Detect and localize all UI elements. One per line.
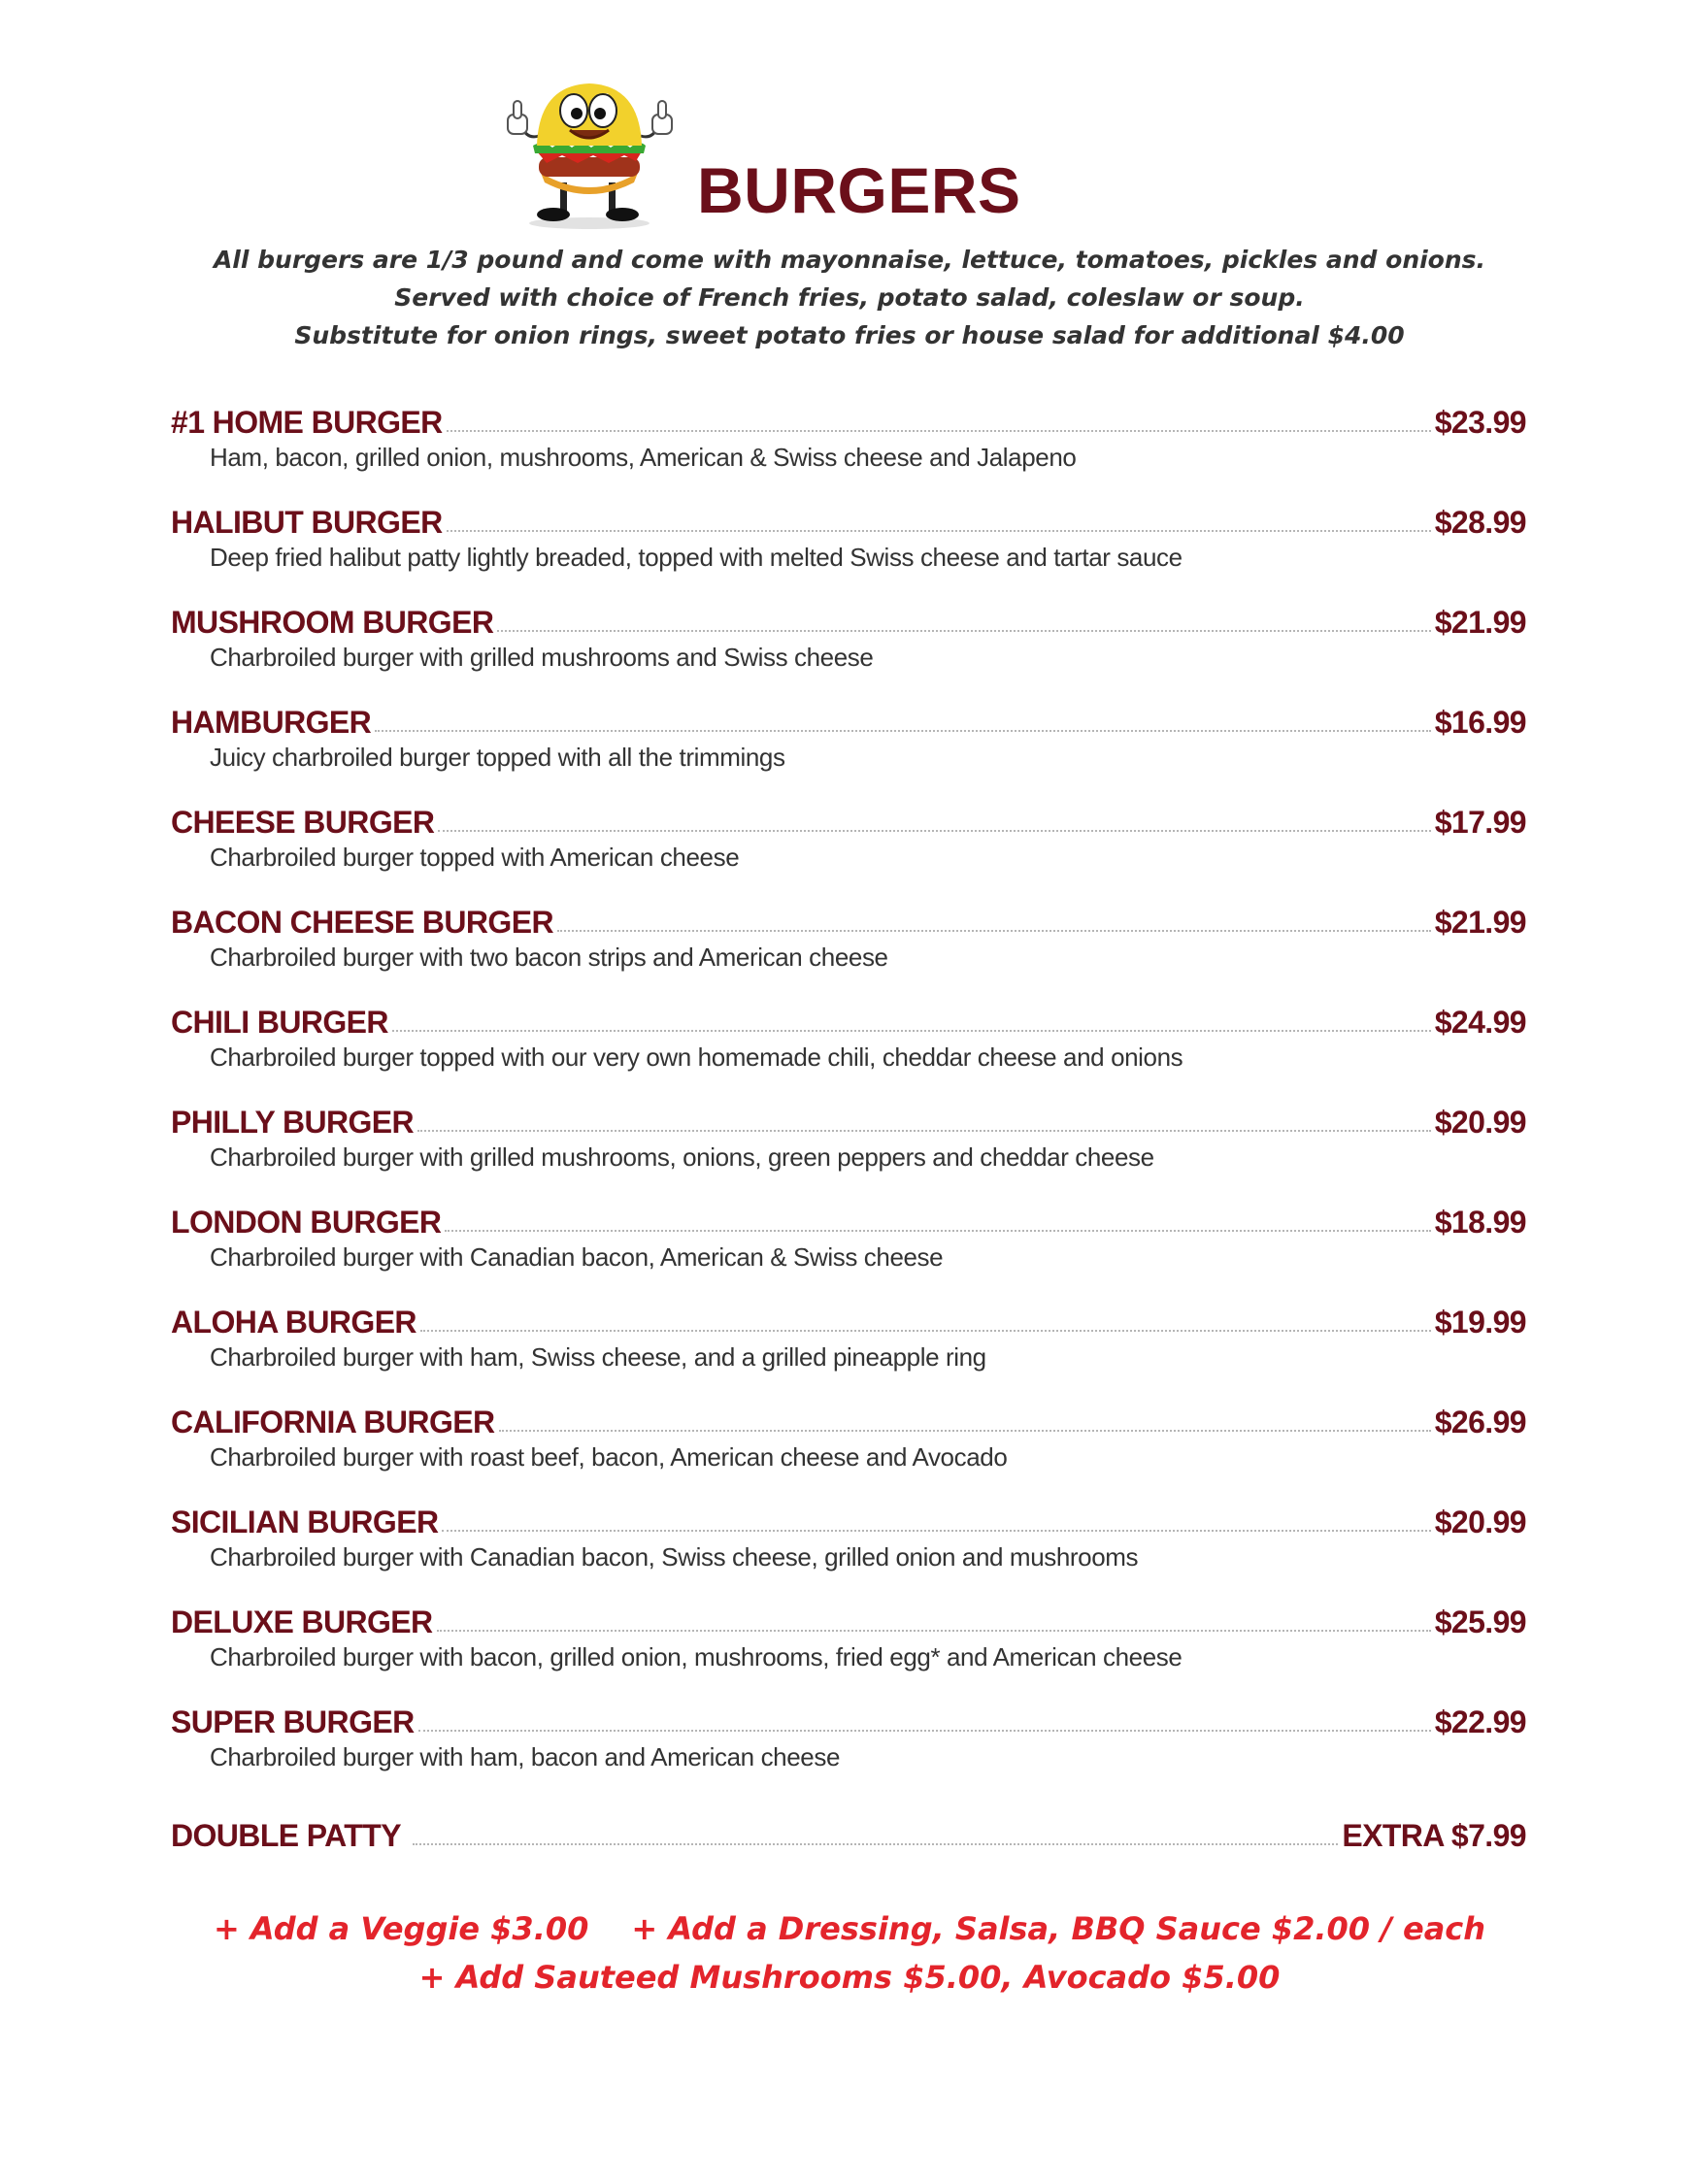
item-name: CALIFORNIA BURGER bbox=[171, 1405, 495, 1439]
addon-mushrooms: + Add Sauteed Mushrooms $5.00, Avocado $5.00 bbox=[418, 1959, 1281, 1996]
item-description: Charbroiled burger with grilled mushrooms and Swiss cheese bbox=[210, 643, 874, 672]
intro-line: Substitute for onion rings, sweet potato fries or house salad for additional $4.00 bbox=[294, 321, 1405, 349]
menu-item bbox=[171, 998, 1526, 1098]
item-description: Charbroiled burger with ham, Swiss cheese, and a grilled pineapple ring bbox=[210, 1342, 986, 1372]
dot-leader bbox=[442, 1530, 1430, 1532]
menu-item bbox=[171, 598, 1526, 698]
menu-item bbox=[171, 1198, 1526, 1298]
dot-leader bbox=[497, 630, 1430, 632]
menu-header bbox=[0, 0, 1699, 233]
item-price: $25.99 bbox=[1434, 1605, 1526, 1639]
menu-item bbox=[171, 1098, 1526, 1198]
item-name: ALOHA BURGER bbox=[171, 1305, 416, 1340]
menu-item bbox=[171, 1298, 1526, 1398]
dot-leader bbox=[375, 730, 1431, 732]
addon-options bbox=[0, 1904, 1699, 2002]
menu-item bbox=[171, 1398, 1526, 1498]
menu-item bbox=[171, 698, 1526, 798]
item-name: LONDON BURGER bbox=[171, 1205, 442, 1240]
dot-leader bbox=[437, 1630, 1431, 1632]
item-name: HALIBUT BURGER bbox=[171, 505, 443, 540]
item-name: HAMBURGER bbox=[171, 705, 372, 740]
dot-leader bbox=[417, 1130, 1431, 1132]
item-price: $21.99 bbox=[1434, 905, 1526, 940]
item-price: $26.99 bbox=[1434, 1405, 1526, 1439]
menu-intro bbox=[0, 241, 1699, 354]
menu-item bbox=[171, 798, 1526, 898]
item-name: MUSHROOM BURGER bbox=[171, 605, 494, 640]
item-description: Charbroiled burger with Canadian bacon, Swiss cheese, grilled onion and mushrooms bbox=[210, 1542, 1139, 1572]
item-price: $18.99 bbox=[1434, 1205, 1526, 1240]
dot-leader bbox=[418, 1730, 1431, 1732]
extra-item bbox=[171, 1811, 1526, 1854]
menu-item bbox=[171, 398, 1526, 498]
item-price: $20.99 bbox=[1434, 1505, 1526, 1539]
extra-name: DOUBLE PATTY bbox=[171, 1818, 401, 1853]
menu-item bbox=[171, 898, 1526, 998]
item-description: Juicy charbroiled burger topped with all the trimmings bbox=[210, 743, 785, 772]
item-description: Deep fried halibut patty lightly breaded, topped with melted Swiss cheese and tartar sauce bbox=[210, 543, 1183, 572]
page-title: BURGERS bbox=[697, 154, 1021, 226]
item-price: $20.99 bbox=[1434, 1105, 1526, 1140]
dot-leader bbox=[392, 1030, 1431, 1032]
addon-line bbox=[0, 1904, 1699, 1953]
dot-leader bbox=[438, 830, 1430, 832]
item-name: BACON CHEESE BURGER bbox=[171, 905, 553, 940]
dot-leader bbox=[420, 1330, 1431, 1332]
item-price: $21.99 bbox=[1434, 605, 1526, 640]
dot-leader bbox=[557, 930, 1431, 932]
item-description: Charbroiled burger with grilled mushrooms, onions, green peppers and cheddar cheese bbox=[210, 1142, 1154, 1172]
item-price: $24.99 bbox=[1434, 1005, 1526, 1040]
item-name: CHEESE BURGER bbox=[171, 805, 435, 840]
item-name: #1 HOME BURGER bbox=[171, 405, 443, 440]
intro-line: All burgers are 1/3 pound and come with mayonnaise, lettuce, tomatoes, pickles and onions. bbox=[213, 246, 1486, 274]
item-description: Charbroiled burger topped with our very own homemade chili, cheddar cheese and onions bbox=[210, 1042, 1183, 1072]
item-description: Charbroiled burger with bacon, grilled onion, mushrooms, fried egg* and American cheese bbox=[210, 1642, 1183, 1671]
menu-item bbox=[171, 1498, 1526, 1598]
item-description: Ham, bacon, grilled onion, mushrooms, American & Swiss cheese and Jalapeno bbox=[210, 443, 1077, 472]
menu-item bbox=[171, 1698, 1526, 1798]
item-price: $22.99 bbox=[1434, 1704, 1526, 1739]
dot-leader bbox=[499, 1430, 1431, 1432]
item-description: Charbroiled burger topped with American cheese bbox=[210, 843, 740, 872]
dot-leader bbox=[445, 1230, 1430, 1232]
intro-line: Served with choice of French fries, potato salad, coleslaw or soup. bbox=[394, 283, 1305, 312]
menu-item bbox=[171, 498, 1526, 598]
item-price: $19.99 bbox=[1434, 1305, 1526, 1340]
addon-dressing: + Add a Dressing, Salsa, BBQ Sauce $2.00 / each bbox=[631, 1910, 1486, 1947]
item-name: DELUXE BURGER bbox=[171, 1605, 433, 1639]
menu-item-list bbox=[171, 398, 1526, 1798]
item-name: SUPER BURGER bbox=[171, 1704, 415, 1739]
item-name: PHILLY BURGER bbox=[171, 1105, 415, 1140]
extra-price: EXTRA $7.99 bbox=[1342, 1818, 1526, 1853]
item-description: Charbroiled burger with roast beef, bacon, American cheese and Avocado bbox=[210, 1442, 1008, 1472]
dot-leader bbox=[447, 430, 1431, 432]
addon-veggie: + Add a Veggie $3.00 bbox=[213, 1910, 589, 1947]
burger-mascot-icon bbox=[500, 68, 680, 233]
item-description: Charbroiled burger with ham, bacon and American cheese bbox=[210, 1742, 841, 1771]
menu-item bbox=[171, 1598, 1526, 1698]
item-price: $28.99 bbox=[1434, 505, 1526, 540]
dot-leader bbox=[413, 1843, 1338, 1845]
item-price: $16.99 bbox=[1434, 705, 1526, 740]
dot-leader bbox=[447, 530, 1431, 532]
item-name: SICILIAN BURGER bbox=[171, 1505, 439, 1539]
item-description: Charbroiled burger with two bacon strips and American cheese bbox=[210, 943, 888, 972]
item-name: CHILI BURGER bbox=[171, 1005, 388, 1040]
item-description: Charbroiled burger with Canadian bacon, American & Swiss cheese bbox=[210, 1242, 944, 1272]
item-price: $23.99 bbox=[1434, 405, 1526, 440]
item-price: $17.99 bbox=[1434, 805, 1526, 840]
